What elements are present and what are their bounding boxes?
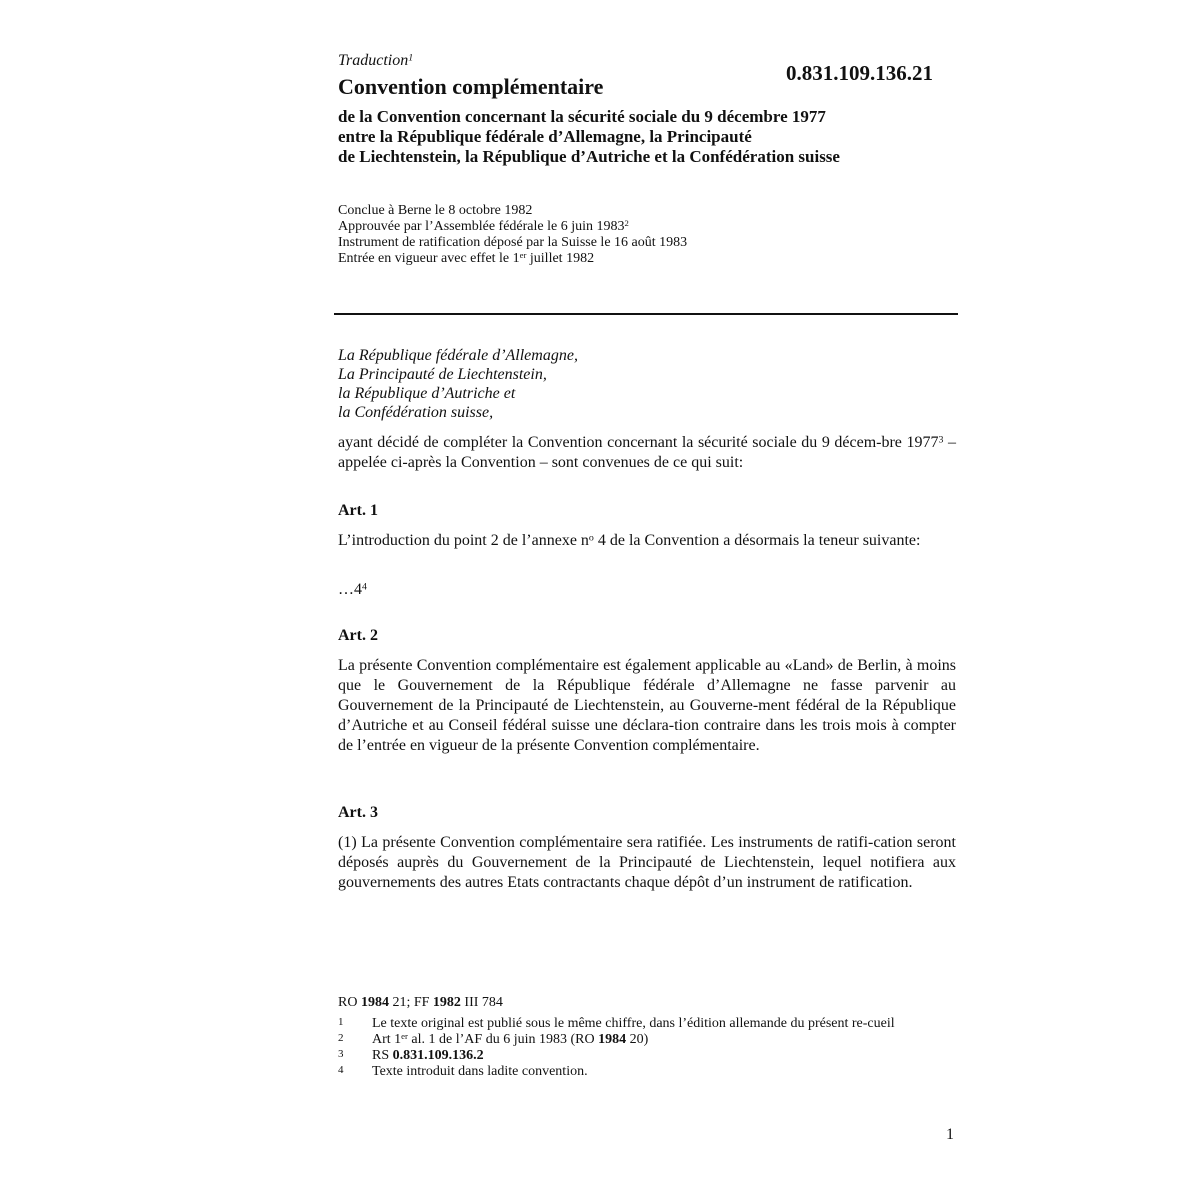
- footnote-item: [338, 1048, 958, 1064]
- approved-line: Approuvée par l’Assemblée fédérale le 6 juin 1983$^2$: [338, 218, 629, 234]
- ratification-line: Instrument de ratification déposé par la Suisse le 16 août 1983: [338, 235, 688, 250]
- article-1-text: L’introduction du point 2 de l’annexe n$^o$ 4 de la Convention a désormais la teneur suivante:: [338, 532, 921, 549]
- footnote-item: [338, 1064, 958, 1080]
- footnote-text: RS 0.831.109.136.2: [372, 1048, 484, 1063]
- footnote-number: 3: [338, 1048, 344, 1060]
- party-line: la Confédération suisse,: [338, 404, 494, 421]
- document-metadata: [338, 203, 687, 267]
- footnote-item: [338, 1032, 958, 1048]
- article-3-heading: Art. 3: [338, 804, 378, 821]
- footnote-number: 1: [338, 1016, 344, 1028]
- document-title: Convention complémentaire: [338, 74, 604, 99]
- footnote-ref-4: 4: [362, 581, 367, 593]
- footnote-ref-3: 3: [938, 434, 944, 446]
- translation-label: Traduction$^1$: [338, 52, 414, 69]
- preamble-text: ayant décidé de compléter la Convention concernant la sécurité sociale du 9 décem-bre 1977$^3$ – appelée ci-après la Convention – sont convenues de ce qui suit:: [338, 434, 957, 471]
- contracting-parties: [338, 346, 578, 422]
- footnotes: [338, 1016, 958, 1080]
- page-number: 1: [946, 1126, 954, 1143]
- header-divider: [334, 313, 958, 315]
- footnote-text: Texte introduit dans ladite convention.: [372, 1064, 588, 1079]
- footnote-ref-1: 1: [408, 52, 414, 64]
- party-line: La Principauté de Liechtenstein,: [338, 366, 547, 383]
- article-1-omitted: …4$^4$: [338, 581, 367, 598]
- article-3-text: (1) La présente Convention complémentaire sera ratifiée. Les instruments de ratifi-cation seront déposés auprès du Gouvernement de la Principauté de Liechtenstein, lequel notifiera aux gouvernements des autres Etats contractants chaque dépôt d’un instrument de ratification.: [338, 834, 956, 891]
- concluded-line: Conclue à Berne le 8 octobre 1982: [338, 203, 533, 218]
- party-line: la République d’Autriche et: [338, 385, 516, 402]
- subtitle-line: de la Convention concernant la sécurité sociale du 9 décembre 1977: [338, 107, 826, 126]
- footnote-source-line: RO 1984 21; FF 1982 III 784: [338, 995, 503, 1010]
- footnote-item: [338, 1016, 958, 1032]
- footnote-text: Le texte original est publié sous le même chiffre, dans l’édition allemande du présent re-cueil: [372, 1016, 895, 1031]
- footnote-ref-2: 2: [624, 218, 629, 229]
- document-subtitle: [338, 107, 978, 167]
- article-2-heading: Art. 2: [338, 627, 378, 644]
- footnote-number: 4: [338, 1064, 344, 1076]
- article-1-heading: Art. 1: [338, 502, 378, 519]
- subtitle-line: entre la République fédérale d’Allemagne, la Principauté: [338, 127, 752, 146]
- footnote-text: Art 1er al. 1 de l’AF du 6 juin 1983 (RO 1984 20): [372, 1031, 649, 1047]
- subtitle-line: de Liechtenstein, la République d’Autriche et la Confédération suisse: [338, 147, 840, 166]
- entry-into-force-line: Entrée en vigueur avec effet le 1er juillet 1982: [338, 250, 595, 266]
- party-line: La République fédérale d’Allemagne,: [338, 347, 578, 364]
- sr-number: 0.831.109.136.21: [786, 61, 933, 85]
- article-2-text: La présente Convention complémentaire est également applicable au «Land» de Berlin, à moins que le Gouvernement de la République fédérale d’Allemagne ne fasse parvenir au Gouvernement de la Principauté de Liechtenstein, au Gouverne-ment fédéral de la République d’Autriche et au Conseil fédéral suisse une déclara-tion contraire dans les trois mois à compter de l’entrée en vigueur de la présente Convention complémentaire.: [338, 657, 956, 754]
- footnote-number: 2: [338, 1032, 344, 1044]
